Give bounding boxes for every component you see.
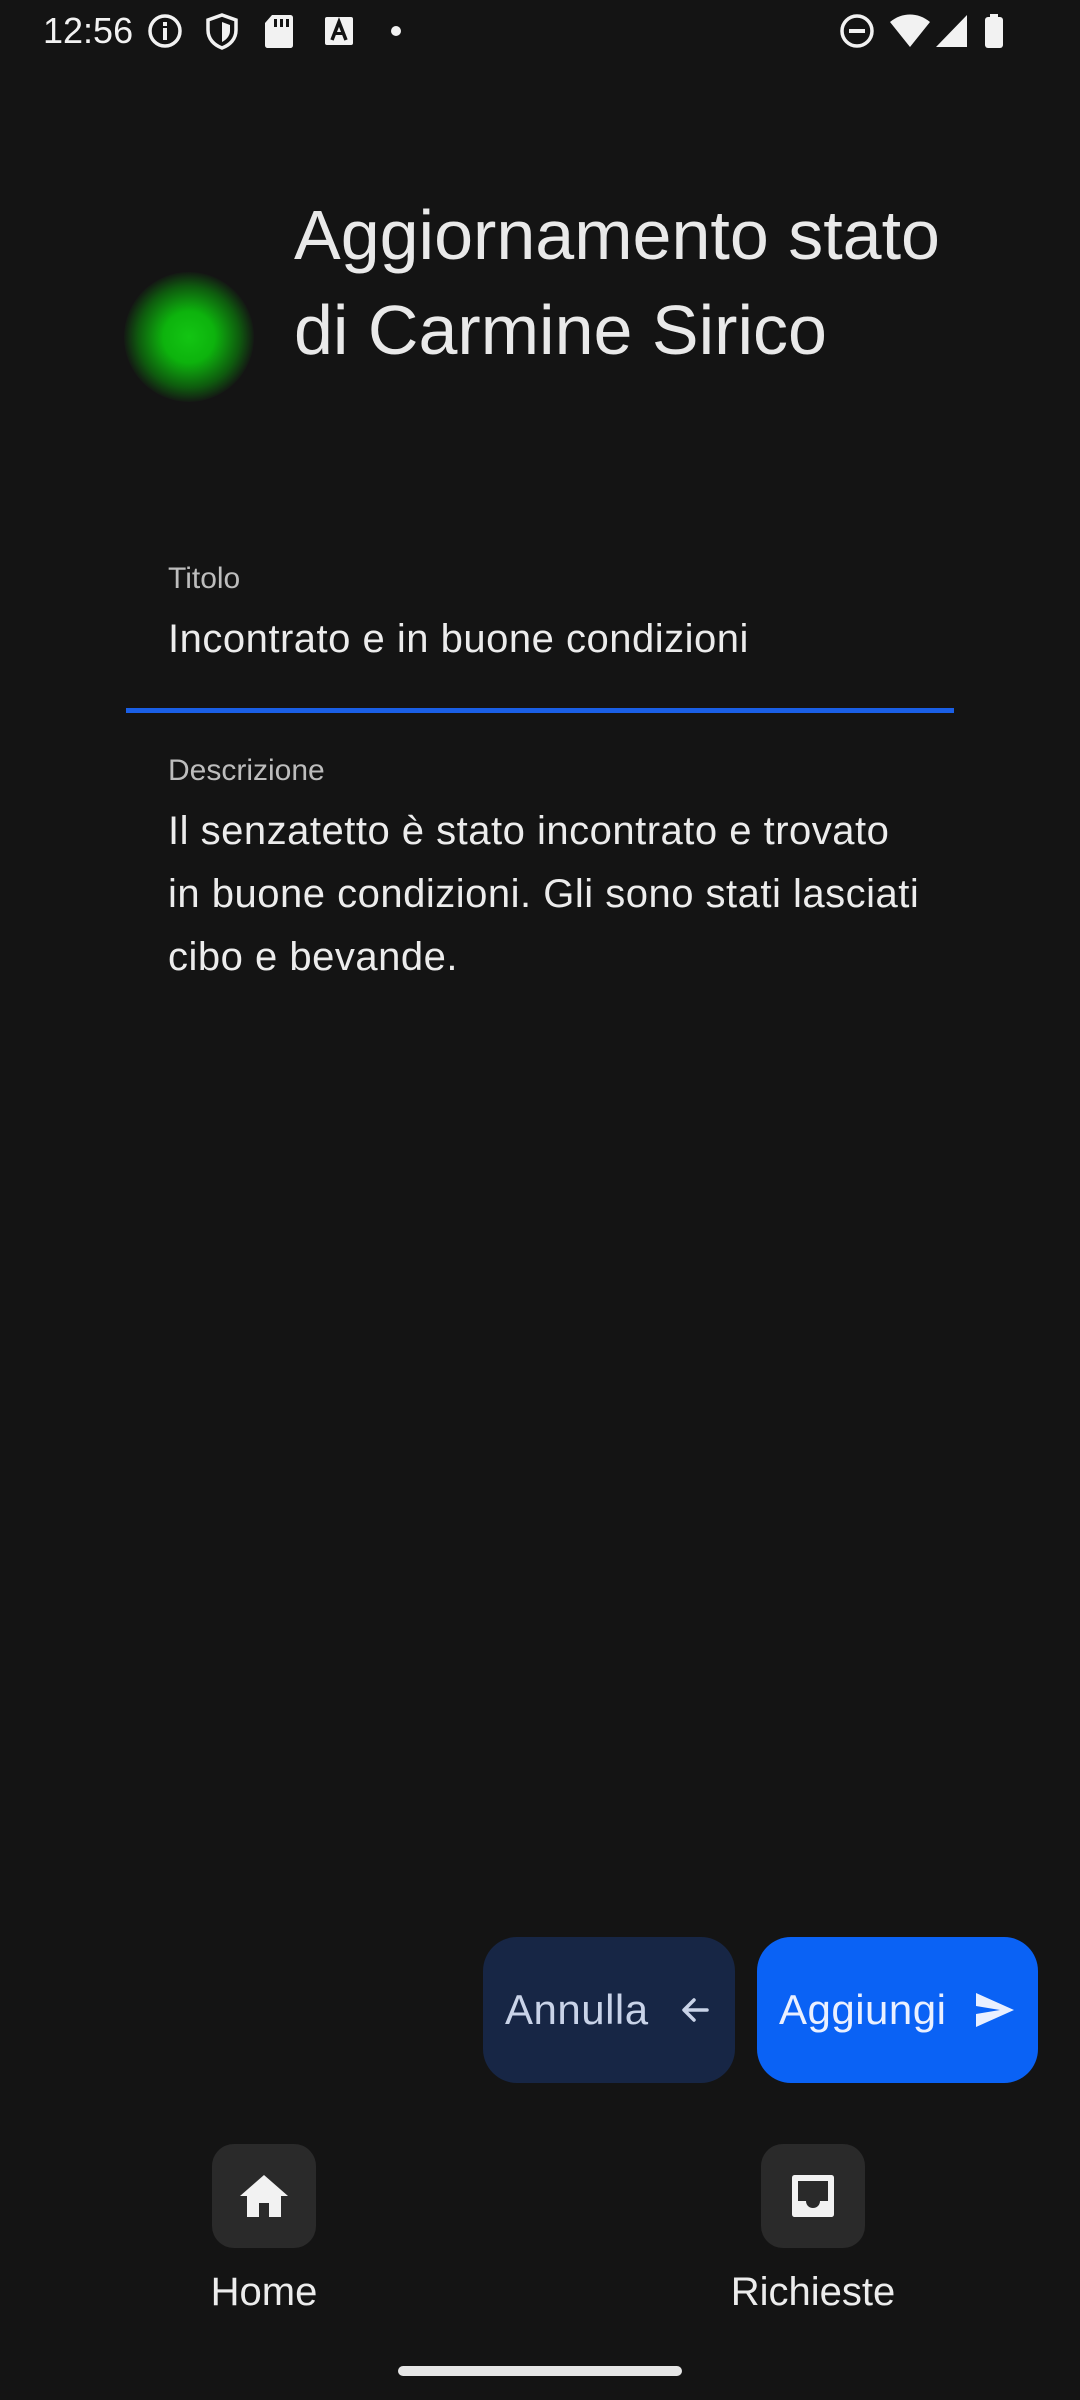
cancel-button[interactable] (483, 1937, 735, 2083)
battery-icon (982, 12, 1006, 50)
status-indicator (124, 272, 254, 402)
notification-dot-icon (388, 12, 404, 50)
do-not-disturb-icon (838, 12, 876, 50)
page-title: Aggiornamento stato di Carmine Sirico (294, 196, 940, 369)
title-field-value[interactable]: Incontrato e in buone condizioni (168, 617, 749, 661)
home-icon (238, 2172, 290, 2220)
arrow-back-icon (677, 1992, 713, 2028)
status-bar (0, 0, 1080, 62)
add-button-label: Aggiungi (779, 1986, 947, 2033)
add-button[interactable] (757, 1937, 1038, 2083)
nav-requests-icon-container (761, 2144, 865, 2248)
nav-home-label: Home (210, 2270, 318, 2314)
info-icon (146, 12, 184, 50)
title-field[interactable] (126, 548, 954, 713)
inbox-icon (789, 2172, 837, 2220)
home-indicator[interactable] (398, 2366, 682, 2376)
cancel-button-label: Annulla (505, 1986, 649, 2033)
nav-requests-label: Richieste (730, 2270, 896, 2314)
shield-icon (204, 12, 240, 50)
title-field-label: Titolo (168, 562, 241, 595)
nav-item-requests[interactable] (713, 2140, 913, 2320)
nav-item-home[interactable] (164, 2140, 364, 2320)
description-field-label: Descrizione (168, 754, 325, 787)
send-icon (974, 1990, 1016, 2030)
wifi-icon (888, 12, 932, 50)
sd-card-icon (262, 12, 296, 50)
cellular-signal-icon (934, 12, 970, 50)
font-a-icon (322, 12, 356, 50)
description-field-value[interactable]: Il senzatetto è stato incontrato e trovato in buone condizioni. Gli sono stati lasciati cibo e bevande. (168, 809, 920, 979)
nav-home-icon-container (212, 2144, 316, 2248)
status-time: 12:56 (43, 10, 134, 51)
